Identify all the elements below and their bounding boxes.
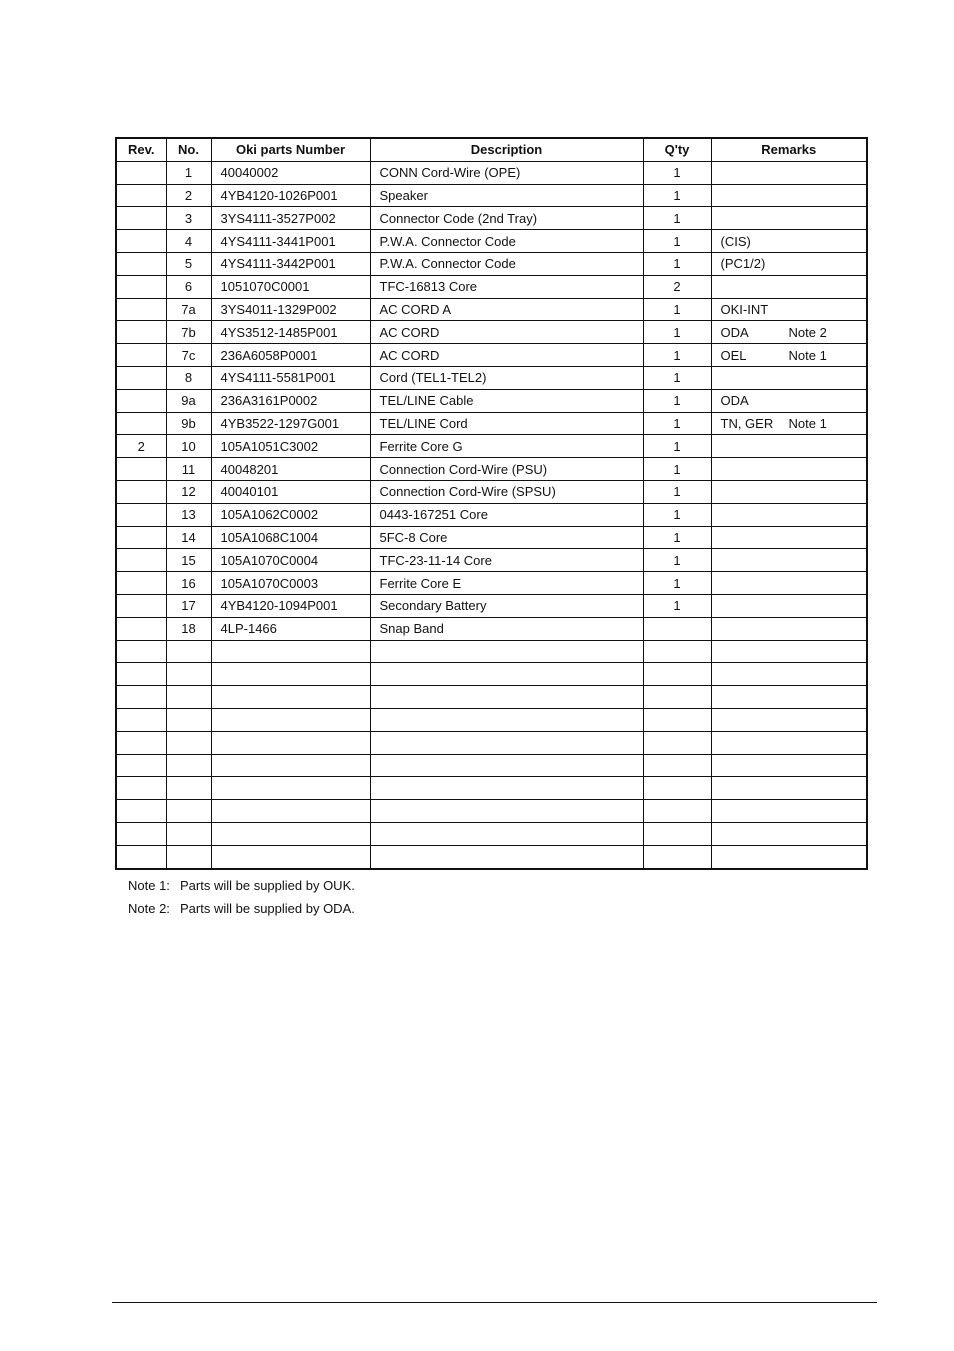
rev-cell	[116, 344, 166, 367]
description-cell: TFC-16813 Core	[370, 275, 643, 298]
no-cell: 12	[166, 480, 211, 503]
rev-cell	[116, 686, 166, 709]
header-description: Description	[370, 138, 643, 161]
no-cell	[166, 822, 211, 845]
qty-cell: 1	[643, 526, 711, 549]
part-number-cell: 236A3161P0002	[211, 389, 370, 412]
qty-cell	[643, 708, 711, 731]
description-cell	[370, 845, 643, 868]
part-number-cell: 40040101	[211, 480, 370, 503]
part-number-cell: 4YS4111-3441P001	[211, 230, 370, 253]
qty-cell: 1	[643, 344, 711, 367]
part-number-cell	[211, 686, 370, 709]
description-cell: CONN Cord-Wire (OPE)	[370, 161, 643, 184]
rev-cell	[116, 777, 166, 800]
qty-cell	[643, 845, 711, 868]
rev-cell	[116, 708, 166, 731]
remarks-region: ODA	[720, 393, 749, 409]
qty-cell	[643, 754, 711, 777]
remarks-cell	[711, 754, 867, 777]
table-row	[116, 230, 867, 253]
table-row	[116, 845, 867, 868]
table-header-row	[116, 138, 867, 161]
part-number-cell: 40040002	[211, 161, 370, 184]
rev-cell	[116, 640, 166, 663]
description-cell	[370, 800, 643, 823]
part-number-cell: 4LP-1466	[211, 617, 370, 640]
remarks-region: (PC1/2)	[720, 256, 766, 272]
remarks-cell	[711, 708, 867, 731]
qty-cell: 1	[643, 412, 711, 435]
description-cell: AC CORD A	[370, 298, 643, 321]
part-number-cell: 105A1070C0004	[211, 549, 370, 572]
description-cell: Connector Code (2nd Tray)	[370, 207, 643, 230]
rev-cell	[116, 800, 166, 823]
table-row	[116, 640, 867, 663]
part-number-cell: 105A1051C3002	[211, 435, 370, 458]
parts-table	[115, 137, 868, 870]
table-row	[116, 754, 867, 777]
table-row	[116, 344, 867, 367]
rev-cell	[116, 366, 166, 389]
rev-cell	[116, 412, 166, 435]
no-cell	[166, 777, 211, 800]
no-cell	[166, 754, 211, 777]
remarks-cell	[711, 731, 867, 754]
table-row	[116, 412, 867, 435]
qty-cell: 1	[643, 549, 711, 572]
no-cell: 1	[166, 161, 211, 184]
qty-cell	[643, 686, 711, 709]
part-number-cell	[211, 800, 370, 823]
table-row	[116, 366, 867, 389]
remarks-cell	[711, 412, 867, 435]
part-number-cell: 3YS4011-1329P002	[211, 298, 370, 321]
description-cell	[370, 731, 643, 754]
remarks-cell	[711, 161, 867, 184]
part-number-cell: 105A1070C0003	[211, 572, 370, 595]
no-cell	[166, 800, 211, 823]
qty-cell	[643, 640, 711, 663]
note-1	[128, 877, 355, 900]
rev-cell: 2	[116, 435, 166, 458]
qty-cell: 1	[643, 594, 711, 617]
no-cell: 11	[166, 458, 211, 481]
part-number-cell: 1051070C0001	[211, 275, 370, 298]
description-cell: TFC-23-11-14 Core	[370, 549, 643, 572]
remarks-cell	[711, 617, 867, 640]
remarks-region: ODA	[720, 324, 749, 340]
no-cell	[166, 640, 211, 663]
remarks-cell	[711, 594, 867, 617]
table-row	[116, 184, 867, 207]
note-text: Parts will be supplied by ODA.	[180, 901, 355, 916]
description-cell: 5FC-8 Core	[370, 526, 643, 549]
table-row	[116, 800, 867, 823]
part-number-cell: 4YS4111-5581P001	[211, 366, 370, 389]
remarks-cell	[711, 230, 867, 253]
part-number-cell	[211, 731, 370, 754]
description-cell	[370, 686, 643, 709]
part-number-cell	[211, 822, 370, 845]
no-cell: 8	[166, 366, 211, 389]
remarks-note: Note 2	[788, 324, 827, 340]
remarks-region: (CIS)	[720, 233, 751, 249]
remarks-cell	[711, 572, 867, 595]
qty-cell	[643, 777, 711, 800]
remarks-region: OKI-INT	[720, 301, 769, 317]
part-number-cell: 4YB3522-1297G001	[211, 412, 370, 435]
no-cell	[166, 708, 211, 731]
description-cell: 0443-167251 Core	[370, 503, 643, 526]
table-row	[116, 526, 867, 549]
rev-cell	[116, 594, 166, 617]
no-cell: 10	[166, 435, 211, 458]
rev-cell	[116, 845, 166, 868]
table-row	[116, 207, 867, 230]
part-number-cell: 236A6058P0001	[211, 344, 370, 367]
rev-cell	[116, 572, 166, 595]
remarks-cell	[711, 252, 867, 275]
description-cell: P.W.A. Connector Code	[370, 230, 643, 253]
no-cell: 9a	[166, 389, 211, 412]
no-cell: 7c	[166, 344, 211, 367]
rev-cell	[116, 458, 166, 481]
part-number-cell: 4YS3512-1485P001	[211, 321, 370, 344]
remarks-cell	[711, 549, 867, 572]
no-cell	[166, 686, 211, 709]
remarks-note: Note 1	[788, 347, 827, 363]
part-number-cell: 40048201	[211, 458, 370, 481]
table-body	[116, 161, 867, 868]
qty-cell: 2	[643, 275, 711, 298]
description-cell: Connection Cord-Wire (SPSU)	[370, 480, 643, 503]
description-cell: Speaker	[370, 184, 643, 207]
table-row	[116, 594, 867, 617]
qty-cell: 1	[643, 435, 711, 458]
no-cell: 5	[166, 252, 211, 275]
no-cell: 17	[166, 594, 211, 617]
table-row	[116, 298, 867, 321]
part-number-cell	[211, 708, 370, 731]
note-2	[128, 900, 355, 923]
description-cell	[370, 754, 643, 777]
note-text: Parts will be supplied by OUK.	[180, 878, 355, 893]
note-label: Note 2:	[128, 901, 170, 916]
qty-cell	[643, 617, 711, 640]
rev-cell	[116, 230, 166, 253]
table-row	[116, 572, 867, 595]
notes	[128, 877, 355, 923]
description-cell: AC CORD	[370, 344, 643, 367]
remarks-cell	[711, 822, 867, 845]
no-cell: 4	[166, 230, 211, 253]
table-row	[116, 389, 867, 412]
qty-cell: 1	[643, 572, 711, 595]
qty-cell: 1	[643, 321, 711, 344]
remarks-cell	[711, 503, 867, 526]
remarks-cell	[711, 480, 867, 503]
qty-cell: 1	[643, 503, 711, 526]
description-cell: Secondary Battery	[370, 594, 643, 617]
description-cell: Connection Cord-Wire (PSU)	[370, 458, 643, 481]
description-cell: TEL/LINE Cord	[370, 412, 643, 435]
description-cell	[370, 663, 643, 686]
remarks-cell	[711, 184, 867, 207]
rev-cell	[116, 503, 166, 526]
table-row	[116, 435, 867, 458]
header-qty: Q'ty	[643, 138, 711, 161]
description-cell	[370, 640, 643, 663]
header-no: No.	[166, 138, 211, 161]
remarks-cell	[711, 800, 867, 823]
no-cell: 7b	[166, 321, 211, 344]
footer-rule	[112, 1302, 877, 1303]
rev-cell	[116, 549, 166, 572]
rev-cell	[116, 480, 166, 503]
qty-cell: 1	[643, 207, 711, 230]
rev-cell	[116, 321, 166, 344]
remarks-cell	[711, 366, 867, 389]
rev-cell	[116, 298, 166, 321]
no-cell: 9b	[166, 412, 211, 435]
remarks-cell	[711, 321, 867, 344]
remarks-region: TN, GER	[720, 415, 774, 431]
rev-cell	[116, 663, 166, 686]
remarks-cell	[711, 663, 867, 686]
no-cell	[166, 663, 211, 686]
qty-cell: 1	[643, 480, 711, 503]
table-row	[116, 458, 867, 481]
table-row	[116, 708, 867, 731]
rev-cell	[116, 161, 166, 184]
table-row	[116, 731, 867, 754]
no-cell: 14	[166, 526, 211, 549]
no-cell: 7a	[166, 298, 211, 321]
part-number-cell: 105A1068C1004	[211, 526, 370, 549]
rev-cell	[116, 617, 166, 640]
qty-cell: 1	[643, 298, 711, 321]
remarks-region: OEL	[720, 347, 747, 363]
table-row	[116, 549, 867, 572]
table-row	[116, 663, 867, 686]
table-row	[116, 777, 867, 800]
rev-cell	[116, 754, 166, 777]
description-cell: Cord (TEL1-TEL2)	[370, 366, 643, 389]
no-cell: 2	[166, 184, 211, 207]
no-cell: 18	[166, 617, 211, 640]
remarks-cell	[711, 686, 867, 709]
qty-cell	[643, 731, 711, 754]
qty-cell	[643, 800, 711, 823]
description-cell	[370, 777, 643, 800]
remarks-cell	[711, 777, 867, 800]
description-cell	[370, 708, 643, 731]
part-number-cell: 4YS4111-3442P001	[211, 252, 370, 275]
qty-cell: 1	[643, 184, 711, 207]
description-cell: AC CORD	[370, 321, 643, 344]
no-cell: 6	[166, 275, 211, 298]
no-cell: 13	[166, 503, 211, 526]
table-row	[116, 161, 867, 184]
no-cell	[166, 731, 211, 754]
qty-cell: 1	[643, 161, 711, 184]
description-cell: Ferrite Core G	[370, 435, 643, 458]
rev-cell	[116, 731, 166, 754]
part-number-cell	[211, 663, 370, 686]
rev-cell	[116, 184, 166, 207]
note-label: Note 1:	[128, 878, 170, 893]
remarks-cell	[711, 526, 867, 549]
table-row	[116, 275, 867, 298]
part-number-cell	[211, 640, 370, 663]
qty-cell: 1	[643, 389, 711, 412]
remarks-note: Note 1	[788, 415, 827, 431]
description-cell: P.W.A. Connector Code	[370, 252, 643, 275]
no-cell: 15	[166, 549, 211, 572]
remarks-cell	[711, 435, 867, 458]
description-cell: TEL/LINE Cable	[370, 389, 643, 412]
table-row	[116, 822, 867, 845]
header-remarks: Remarks	[711, 138, 867, 161]
no-cell	[166, 845, 211, 868]
table-row	[116, 617, 867, 640]
qty-cell: 1	[643, 458, 711, 481]
qty-cell	[643, 663, 711, 686]
qty-cell	[643, 822, 711, 845]
no-cell: 3	[166, 207, 211, 230]
rev-cell	[116, 252, 166, 275]
table-row	[116, 503, 867, 526]
no-cell: 16	[166, 572, 211, 595]
description-cell: Snap Band	[370, 617, 643, 640]
qty-cell: 1	[643, 366, 711, 389]
header-rev: Rev.	[116, 138, 166, 161]
header-part-number: Oki parts Number	[211, 138, 370, 161]
remarks-cell	[711, 458, 867, 481]
part-number-cell	[211, 845, 370, 868]
remarks-cell	[711, 640, 867, 663]
table-row	[116, 321, 867, 344]
part-number-cell: 4YB4120-1094P001	[211, 594, 370, 617]
part-number-cell: 105A1062C0002	[211, 503, 370, 526]
table-row	[116, 252, 867, 275]
qty-cell: 1	[643, 230, 711, 253]
remarks-cell	[711, 389, 867, 412]
part-number-cell: 3YS4111-3527P002	[211, 207, 370, 230]
rev-cell	[116, 207, 166, 230]
qty-cell: 1	[643, 252, 711, 275]
part-number-cell: 4YB4120-1026P001	[211, 184, 370, 207]
rev-cell	[116, 275, 166, 298]
remarks-cell	[711, 207, 867, 230]
rev-cell	[116, 526, 166, 549]
remarks-cell	[711, 275, 867, 298]
remarks-cell	[711, 845, 867, 868]
rev-cell	[116, 822, 166, 845]
part-number-cell	[211, 777, 370, 800]
table-row	[116, 686, 867, 709]
description-cell	[370, 822, 643, 845]
rev-cell	[116, 389, 166, 412]
part-number-cell	[211, 754, 370, 777]
description-cell: Ferrite Core E	[370, 572, 643, 595]
remarks-cell	[711, 298, 867, 321]
remarks-cell	[711, 344, 867, 367]
table-row	[116, 480, 867, 503]
